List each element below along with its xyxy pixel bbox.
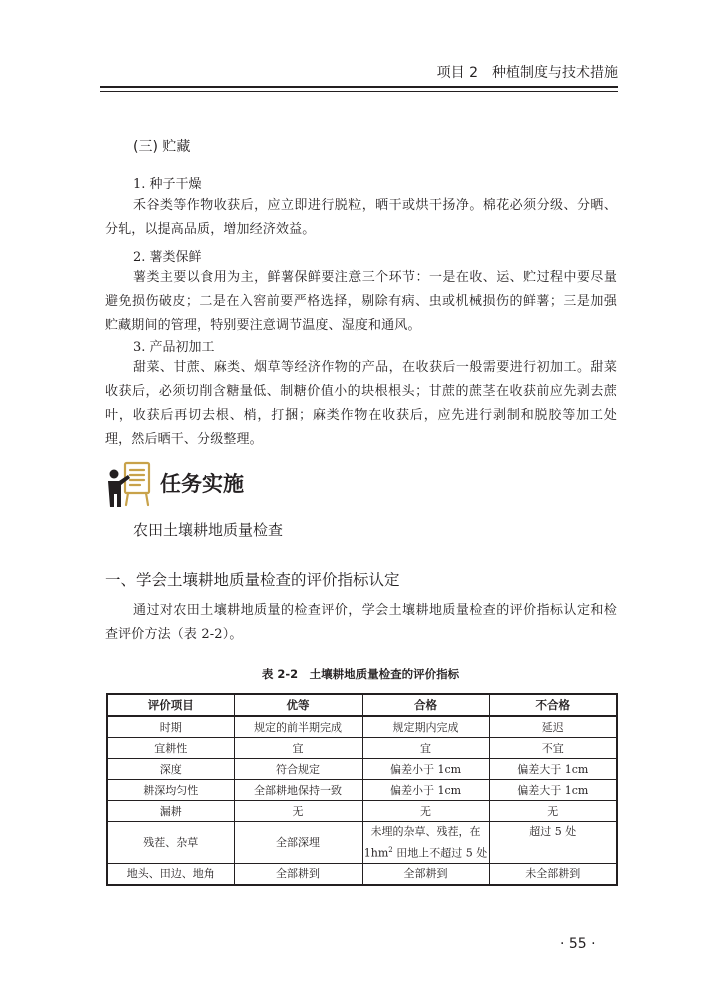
header-rule-thin bbox=[100, 91, 618, 92]
table-cell: 漏耕 bbox=[107, 801, 234, 822]
residue-pass-rest: 田地上不超过 5 处 bbox=[396, 846, 488, 860]
table-cell: 偏差小于 1cm bbox=[362, 759, 489, 780]
item-title-primary-processing: 3. 产品初加工 bbox=[133, 340, 215, 355]
residue-pass-line1: 未埋的杂草、残茬，在 bbox=[370, 825, 481, 838]
table-cell: 无 bbox=[362, 801, 489, 822]
table-cell: 超过 5 处 bbox=[489, 822, 617, 864]
running-header: 项目 2 种植制度与技术措施 bbox=[436, 65, 618, 81]
table-row bbox=[107, 716, 617, 738]
residue-pass-line2 bbox=[363, 841, 489, 863]
area-unit: 1hm bbox=[363, 846, 389, 860]
table-cell: 宜耕性 bbox=[107, 738, 234, 759]
table-row bbox=[107, 863, 617, 885]
evaluation-table bbox=[106, 693, 618, 886]
table-header-row bbox=[107, 694, 617, 716]
task-title: 任务实施 bbox=[160, 472, 244, 496]
header-cell: 评价项目 bbox=[107, 694, 234, 716]
storage-heading: (三) 贮藏 bbox=[133, 139, 191, 155]
table-cell: 地头、田边、地角 bbox=[107, 863, 234, 885]
table-row bbox=[107, 780, 617, 801]
table-cell: 无 bbox=[489, 801, 617, 822]
table-cell: 深度 bbox=[107, 759, 234, 780]
table-row bbox=[107, 738, 617, 759]
paragraph-primary-processing: 甜菜、甘蔗、麻类、烟草等经济作物的产品，在收获后一般需要进行初加工。甜菜收获后，必须切削含糖量低、制糖价值小的块根根头；甘蔗的蔗茎在收获前应先剥去蔗叶，收获后再切去根、梢，打捆；麻类作物在收获后，应先进行剥制和脱胶等加工处理，然后晒干、分级整理。 bbox=[105, 360, 617, 447]
table-cell-residue-pass bbox=[362, 822, 489, 864]
table-cell: 偏差大于 1cm bbox=[489, 780, 617, 801]
table-cell: 不宜 bbox=[489, 738, 617, 759]
table-cell: 残茬、杂草 bbox=[107, 822, 234, 864]
section-paragraph: 通过对农田土壤耕地质量的检查评价，学会土壤耕地质量检查的评价指标认定和检查评价方法（表 2-2）。 bbox=[105, 603, 617, 642]
item-title-tuber-preservation: 2. 薯类保鲜 bbox=[133, 250, 202, 265]
paragraph-tuber-preservation: 薯类主要以食用为主，鲜薯保鲜要注意三个环节：一是在收、运、贮过程中要尽量避免损伤破皮；二是在入窖前要严格选择，剔除有病、虫或机械损伤的鲜薯；三是加强贮藏期间的管理，特别要注意调节温度、湿度和通风。 bbox=[105, 270, 617, 333]
header-cell: 合格 bbox=[362, 694, 489, 716]
table-cell: 全部耕到 bbox=[362, 863, 489, 885]
area-unit-exponent: 2 bbox=[388, 846, 393, 854]
table-cell: 全部耕地保持一致 bbox=[234, 780, 362, 801]
table-cell: 全部深埋 bbox=[234, 822, 362, 864]
table-cell: 规定的前半期完成 bbox=[234, 716, 362, 738]
teacher-board-icon bbox=[104, 459, 154, 509]
table-cell: 全部耕到 bbox=[234, 863, 362, 885]
paragraph-seed-drying: 禾谷类等作物收获后，应立即进行脱粒，晒干或烘干扬净。棉花必须分级、分晒、分轧，以提高品质，增加经济效益。 bbox=[105, 198, 617, 237]
table-cell: 未全部耕到 bbox=[489, 863, 617, 885]
table-caption: 表 2-2 土壤耕地质量检查的评价指标 bbox=[261, 667, 460, 681]
item-title-seed-drying: 1. 种子干燥 bbox=[133, 177, 202, 192]
table-cell: 延迟 bbox=[489, 716, 617, 738]
table-cell: 时期 bbox=[107, 716, 234, 738]
table-row bbox=[107, 822, 617, 864]
table-row bbox=[107, 801, 617, 822]
header-rule-thick bbox=[100, 86, 618, 88]
table-cell: 偏差小于 1cm bbox=[362, 780, 489, 801]
table-cell: 无 bbox=[234, 801, 362, 822]
section-heading: 一、学会土壤耕地质量检查的评价指标认定 bbox=[105, 571, 400, 589]
table-cell: 耕深均匀性 bbox=[107, 780, 234, 801]
table-row bbox=[107, 759, 617, 780]
header-cell: 优等 bbox=[234, 694, 362, 716]
task-subtitle: 农田土壤耕地质量检查 bbox=[133, 521, 284, 539]
table-cell: 偏差大于 1cm bbox=[489, 759, 617, 780]
table-cell: 规定期内完成 bbox=[362, 716, 489, 738]
table-cell: 宜 bbox=[234, 738, 362, 759]
header-cell: 不合格 bbox=[489, 694, 617, 716]
table-cell: 宜 bbox=[362, 738, 489, 759]
page-number: · 55 · bbox=[560, 936, 596, 952]
table-cell: 符合规定 bbox=[234, 759, 362, 780]
